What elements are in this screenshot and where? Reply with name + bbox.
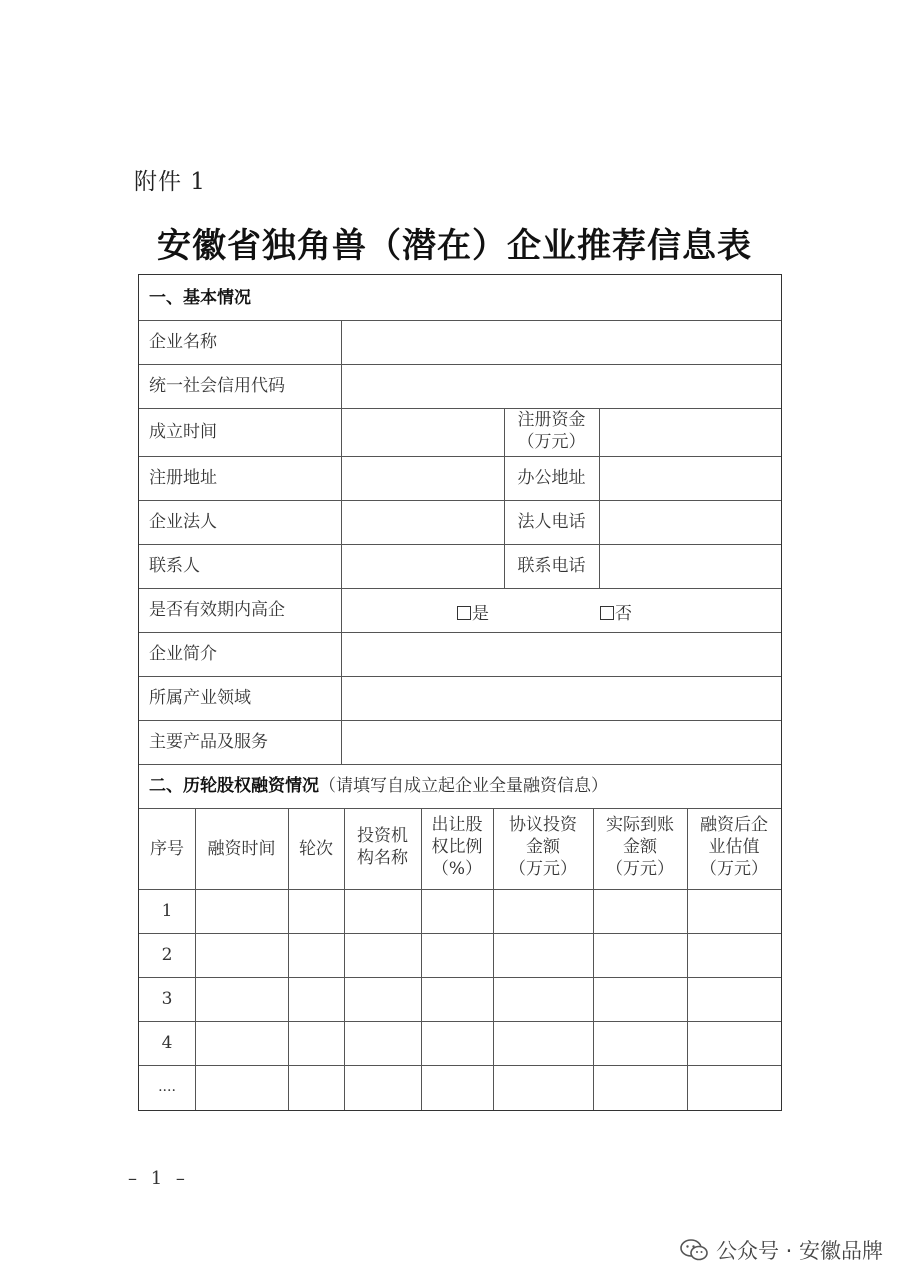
checkbox-square-icon	[600, 606, 614, 620]
section1-heading: 一、基本情况	[149, 288, 251, 308]
col-header-valuation: 融资后企 业估值 （万元）	[700, 815, 768, 879]
label-founded: 成立时间	[149, 422, 217, 442]
label-products: 主要产品及服务	[149, 732, 268, 752]
row-label-3: 3	[161, 989, 173, 1009]
label-office-address: 办公地址	[517, 468, 586, 488]
watermark-text: 公众号 · 安徽品牌	[715, 1239, 883, 1263]
section2-heading: 二、历轮股权融资情况（请填写自成立起企业全量融资信息）	[149, 776, 608, 796]
recommendation-form	[138, 274, 782, 1111]
wechat-icon	[680, 1239, 708, 1261]
label-industry: 所属产业领域	[149, 688, 251, 708]
label-company-name: 企业名称	[149, 332, 217, 352]
label-credit-code: 统一社会信用代码	[149, 376, 285, 396]
label-legal-person: 企业法人	[149, 512, 217, 532]
checkbox-square-icon	[457, 606, 471, 620]
label-contact: 联系人	[149, 556, 200, 576]
page-title: 安徽省独角兽（潜在）企业推荐信息表	[157, 226, 752, 266]
row-label-1: 1	[161, 901, 173, 921]
row-label-2: 2	[161, 945, 173, 965]
label-reg-address: 注册地址	[149, 468, 217, 488]
col-header-investor: 投资机 构名称	[357, 826, 408, 868]
watermark	[680, 1235, 883, 1265]
label-high-tech: 是否有效期内高企	[149, 600, 285, 620]
label-profile: 企业简介	[149, 644, 217, 664]
col-header-seq: 序号	[150, 839, 184, 859]
page-number: – 1 –	[128, 1168, 189, 1189]
label-contact-phone: 联系电话	[517, 556, 586, 576]
checkbox-no[interactable]: 否	[600, 599, 632, 624]
col-header-round: 轮次	[299, 839, 333, 859]
label-legal-phone: 法人电话	[517, 512, 586, 532]
checkbox-yes[interactable]: 是	[457, 599, 489, 624]
label-registered-capital: 注册资金 （万元）	[517, 410, 586, 452]
row-label-more: ....	[158, 1079, 176, 1095]
col-header-actual-amount: 实际到账 金额 （万元）	[606, 815, 674, 879]
attachment-label: 附件 1	[134, 169, 206, 195]
row-label-4: 4	[161, 1033, 173, 1053]
col-header-agreed-amount: 协议投资 金额 （万元）	[509, 815, 577, 879]
section2-note: （请填写自成立起企业全量融资信息）	[319, 776, 608, 796]
col-header-equity-ratio: 出让股 权比例 （%）	[431, 815, 483, 879]
col-header-financing-time: 融资时间	[207, 839, 276, 859]
